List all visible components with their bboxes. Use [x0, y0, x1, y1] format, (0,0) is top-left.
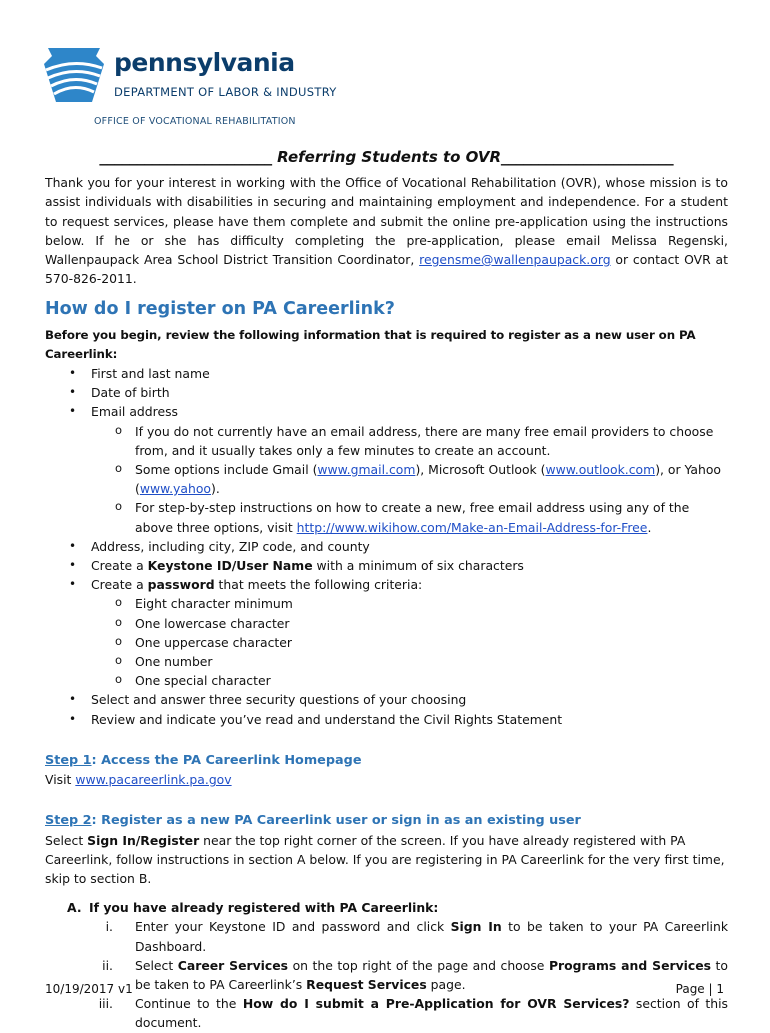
section-a-heading: A. If you have already registered with PA Careerlink: — [67, 900, 439, 916]
yahoo-link[interactable]: www.yahoo — [139, 481, 211, 497]
section-a-steps — [45, 917, 728, 1032]
department-name: DEPARTMENT OF LABOR & INDUSTRY — [114, 85, 337, 99]
list-item: • Email address — [45, 402, 728, 421]
page-number: Page | 1 — [675, 982, 724, 996]
step-1-text: Visit www.pacareerlink.pa.gov — [45, 772, 232, 788]
list-item: o Some options include Gmail (www.gmail.com), Microsoft Outlook (www.outlook.com), or Yahoo (www.yahoo). — [45, 460, 728, 498]
list-item: o One uppercase character — [45, 633, 728, 652]
list-item: o Eight character minimum — [45, 594, 728, 613]
requirements-list-cont — [45, 537, 728, 595]
email-link[interactable]: regensme@wallenpaupack.org — [419, 252, 611, 268]
step-1-heading: Step 1: Access the PA Careerlink Homepage — [45, 752, 362, 768]
list-item: o One lowercase character — [45, 614, 728, 633]
step-2-heading: Step 2: Register as a new PA Careerlink user or sign in as an existing user — [45, 813, 581, 829]
step-2-text: Select Sign In/Register near the top right corner of the screen. If you have already registered with PA Careerlink, follow instructions in section A below. If you are registering in PA Careerlink for the very first time, skip to section B. — [45, 832, 725, 886]
office-name: OFFICE OF VOCATIONAL REHABILITATION — [94, 116, 296, 127]
requirements-lead: Before you begin, review the following information that is required to register as a new user on PA Careerlink: — [45, 327, 696, 361]
password-criteria-list — [45, 594, 728, 690]
footer-date: 10/19/2017 v1 — [45, 982, 133, 996]
list-item: • Date of birth — [45, 383, 728, 402]
gmail-link[interactable]: www.gmail.com — [317, 462, 416, 478]
list-item: o If you do not currently have an email address, there are many free email providers to choose from, and it usually takes only a few minutes to create an account. — [45, 422, 728, 460]
list-item: o One number — [45, 652, 728, 671]
keystone-logo-icon — [42, 46, 106, 104]
list-item: iii. Continue to the How do I submit a Pre-Application for OVR Services? section of this document. — [98, 996, 728, 1031]
list-item: • Select and answer three security questions of your choosing — [45, 690, 728, 709]
requirements-list-end — [45, 690, 728, 728]
list-item: • First and last name — [45, 364, 728, 383]
requirements-list — [45, 364, 728, 422]
list-item: • Create a password that meets the following criteria: — [45, 575, 728, 594]
page-title: _______________________ Referring Students to OVR_______________________ — [99, 148, 674, 166]
pacareerlink-link[interactable]: www.pacareerlink.pa.gov — [75, 772, 232, 788]
outlook-link[interactable]: www.outlook.com — [545, 462, 656, 478]
list-item: • Address, including city, ZIP code, and county — [45, 537, 728, 556]
list-item: o For step-by-step instructions on how to create a new, free email address using any of the above three options, visit http://www.wikihow.com/Make-an-Email-Address-for-Free. — [45, 498, 728, 536]
list-item: i. Enter your Keystone ID and password and click Sign In to be taken to your PA Careerlink Dashboard. — [105, 919, 729, 954]
org-name: pennsylvania — [114, 48, 295, 77]
list-item: • Review and indicate you’ve read and understand the Civil Rights Statement — [45, 710, 728, 729]
list-item: o One special character — [45, 671, 728, 690]
email-sublist — [45, 422, 728, 537]
section-heading: How do I register on PA Careerlink? — [45, 299, 395, 320]
intro-paragraph: Thank you for your interest in working with the Office of Vocational Rehabilitation (OVR), whose mission is to assist individuals with disabilities in securing and maintaining employment and independence. For a student to request services, please have them complete and submit the online pre-application using the instructions below. If he or she has difficulty completing the pre-application, please email Melissa Regenski, Wallenpaupack Area School District Transition Coordinator, regensme@wallenpaupack.org or contact OVR at 570-826-2011. — [45, 175, 728, 287]
document-body — [45, 148, 728, 1033]
list-item: • Create a Keystone ID/User Name with a minimum of six characters — [45, 556, 728, 575]
list-item: ii. Select Career Services on the top right of the page and choose Programs and Services to be taken to PA Careerlink’s Request Services page. — [102, 957, 728, 992]
wikihow-link[interactable]: http://www.wikihow.com/Make-an-Email-Address-for-Free — [296, 519, 648, 535]
